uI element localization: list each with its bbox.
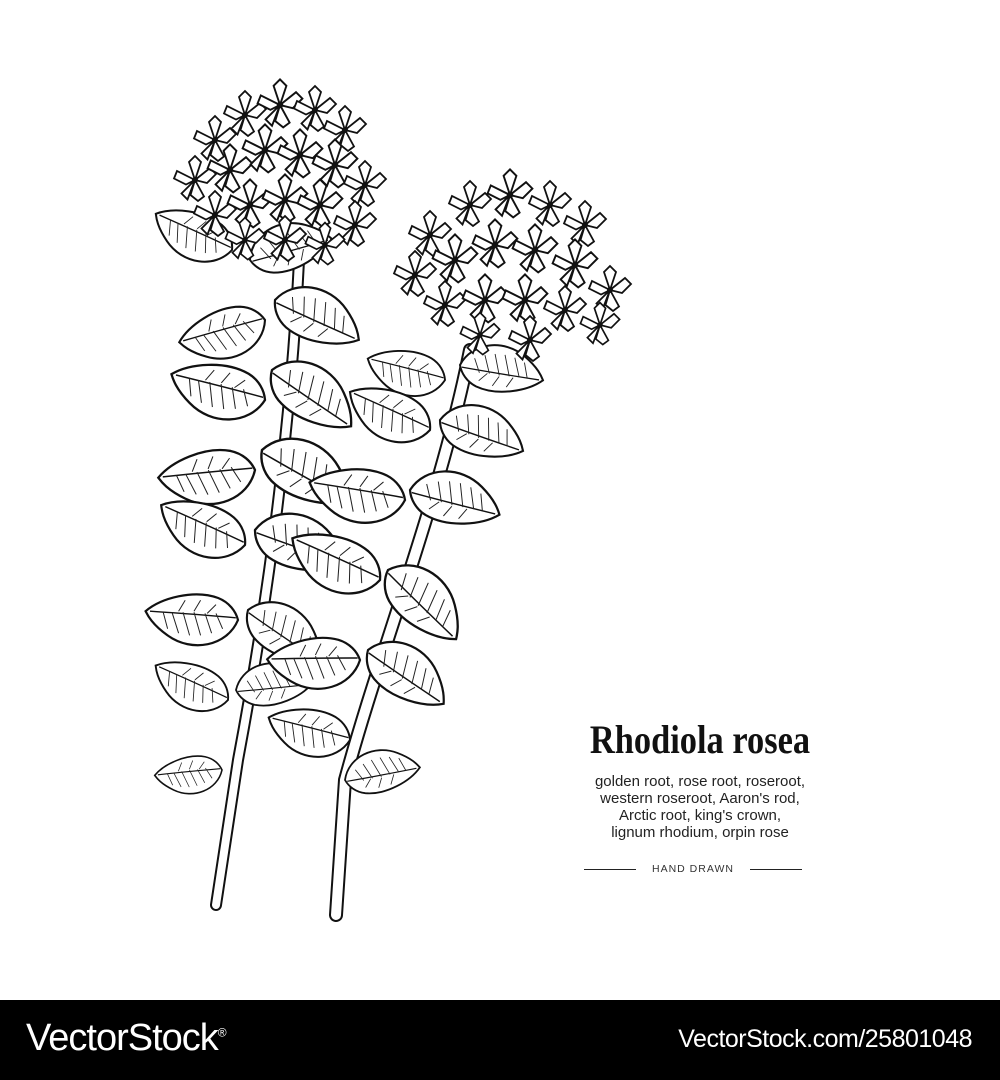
plant-title: Rhodiola rosea: [589, 717, 811, 762]
divider-line-left: [584, 869, 636, 870]
watermark-footer: [0, 1000, 1000, 1080]
alias-line: western roseroot, Aaron's rod,: [600, 790, 800, 807]
alias-line: Arctic root, king's crown,: [618, 807, 782, 824]
plant-aliases: [540, 773, 860, 841]
badge-label: HAND DRAWN: [652, 863, 734, 875]
flower-head-right: [394, 169, 631, 361]
brand-name: VectorStock: [26, 1017, 218, 1059]
hand-drawn-badge: [584, 863, 802, 875]
brand-logo: [26, 1017, 226, 1060]
divider-line-right: [750, 869, 802, 870]
registered-mark: ®: [217, 1025, 226, 1040]
alias-line: lignum rhodium, orpin rose: [611, 824, 789, 841]
alias-line: golden root, rose root, roseroot,: [594, 773, 806, 790]
image-url: VectorStock.com/25801048: [678, 1025, 972, 1053]
